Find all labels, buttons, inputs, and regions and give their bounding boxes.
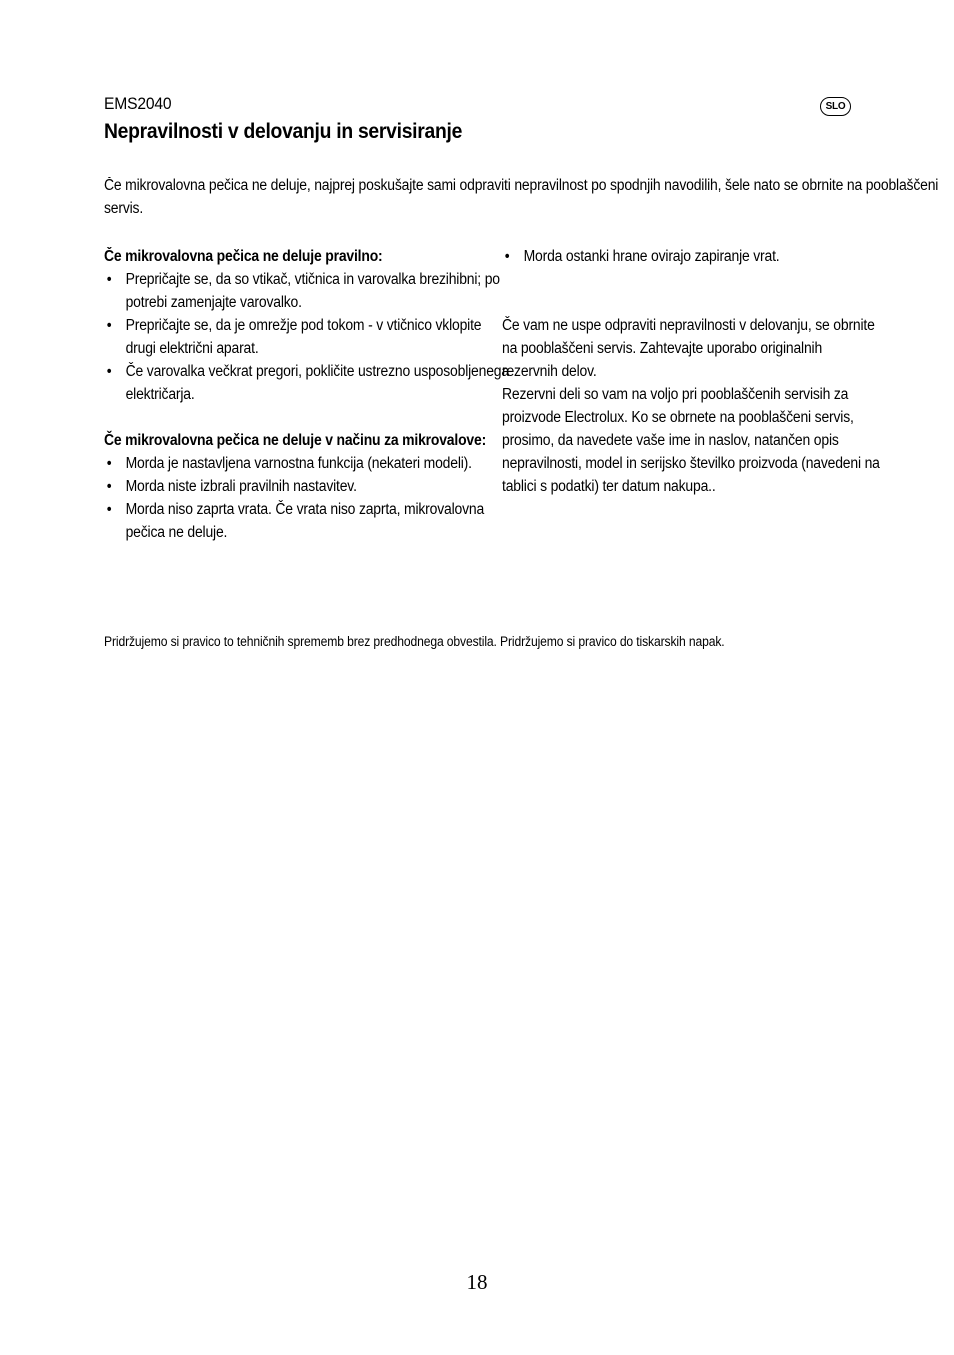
spare-parts-paragraph: Rezervni deli so vam na voljo pri pooblaščenih servisih za proizvode Electrolux. Ko se obrnete na pooblaščeni servis, prosimo, da navedete vaše ime in naslov, natančen opis nepravilnosti, model in serijsko številko proizvoda (navedeni na tablici s podatki) ter datum nakupa..	[502, 386, 880, 495]
bullet-icon: •	[106, 455, 112, 472]
language-badge: SLO	[820, 97, 851, 116]
right-column	[502, 245, 922, 498]
list-item	[502, 245, 880, 268]
list-item	[104, 475, 514, 498]
list-item	[104, 452, 514, 475]
bullet-icon: •	[504, 248, 510, 265]
disclaimer-footnote	[104, 632, 954, 652]
model-number: EMS2040	[104, 94, 172, 113]
list-item	[104, 360, 514, 406]
list-item-text: Prepričajte se, da so vtikač, vtičnica in varovalka brezihibni; po potrebi zamenjajte varovalko.	[125, 271, 500, 311]
service-paragraph: Če vam ne uspe odpraviti nepravilnosti v delovanju, se obrnite na pooblaščeni servis. Zahtevajte uporabo originalnih rezervnih delov.	[502, 317, 875, 380]
section2-list	[104, 452, 514, 544]
right-list	[502, 245, 880, 268]
list-item-text: Prepričajte se, da je omrežje pod tokom - v vtičnico vklopite drugi električni aparat.	[125, 317, 482, 357]
list-item-text: Morda ostanki hrane ovirajo zapiranje vrat.	[523, 248, 780, 265]
left-column	[104, 245, 514, 544]
list-item	[104, 314, 514, 360]
page-title: Nepravilnosti v delovanju in servisiranje	[104, 120, 463, 143]
spacer	[104, 406, 514, 429]
list-item-text: Morda je nastavljena varnostna funkcija (nekateri modeli).	[125, 455, 472, 472]
bullet-icon: •	[106, 478, 112, 495]
spacer	[502, 268, 880, 314]
page-number: 18	[466, 1270, 488, 1294]
bullet-icon: •	[106, 317, 112, 334]
footnote-text: Pridržujemo si pravico to tehničnih sprememb brez predhodnega obvestila. Pridržujemo si pravico do tiskarskih napak.	[104, 634, 725, 649]
bullet-icon: •	[106, 271, 112, 288]
list-item-text: Morda niso zaprta vrata. Če vrata niso zaprta, mikrovalovna pečica ne deluje.	[125, 501, 485, 541]
section1-list	[104, 268, 514, 406]
section2-heading: Če mikrovalovna pečica ne deluje v načinu za mikrovalove:	[104, 432, 487, 449]
bullet-icon: •	[106, 501, 112, 518]
list-item-text: Morda niste izbrali pravilnih nastavitev.	[125, 478, 357, 495]
list-item-text: Če varovalka večkrat pregori, pokličite ustrezno usposobljenega električarja.	[125, 363, 509, 403]
bullet-icon: •	[106, 363, 112, 380]
intro-text: Če mikrovalovna pečica ne deluje, najprej poskušajte sami odpraviti nepravilnost po spodnjih navodilih, šele nato se obrnite na pooblaščeni servis.	[104, 177, 939, 217]
intro-paragraph	[104, 174, 944, 220]
section1-heading: Če mikrovalovna pečica ne deluje pravilno:	[104, 248, 383, 265]
list-item	[104, 498, 514, 544]
list-item	[104, 268, 514, 314]
